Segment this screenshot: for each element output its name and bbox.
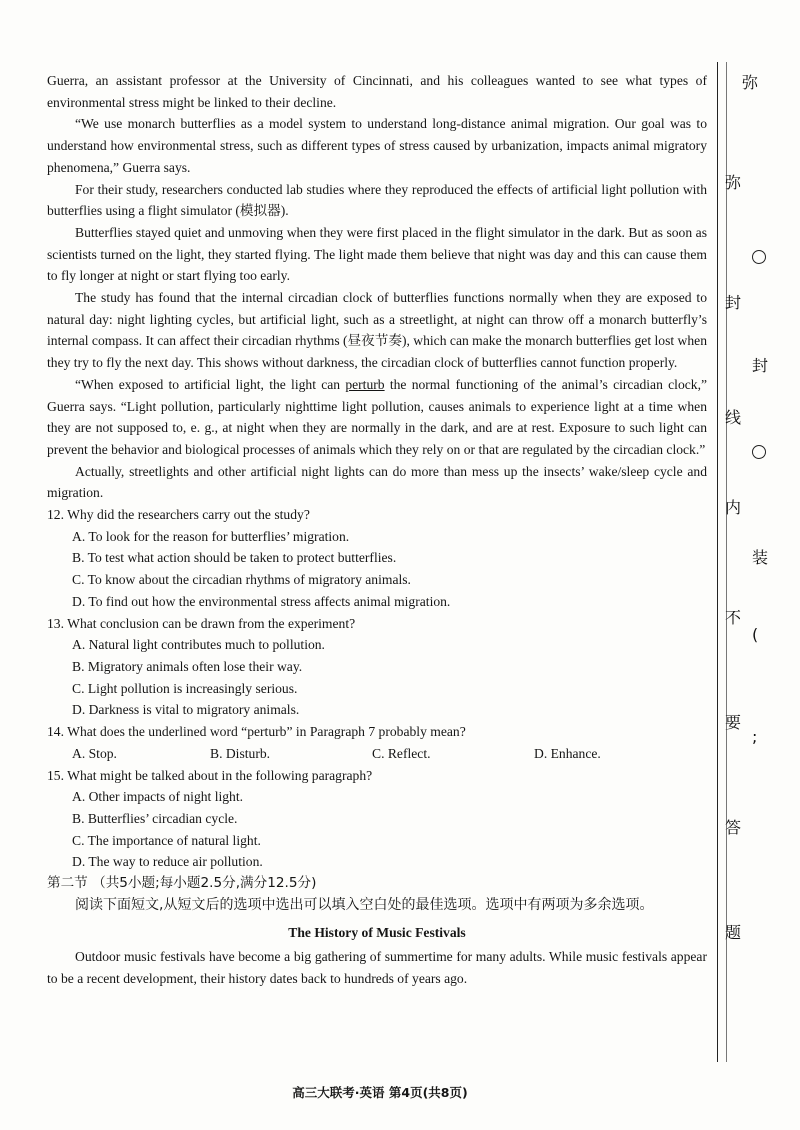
question-12-option-b: B. To test what action should be taken to protect butterflies.	[72, 550, 397, 566]
paragraph-7	[47, 374, 707, 461]
question-13-option-b: B. Migratory animals often lose their way.	[72, 658, 303, 674]
question-12-stem: 12. Why did the researchers carry out the study?	[47, 507, 310, 523]
question-15-option-c: C. The importance of natural light.	[72, 832, 261, 848]
question-14-option-d: D. Enhance.	[534, 745, 601, 761]
paragraph-4: Butterflies stayed quiet and unmoving when they were first placed in the flight simulator in the dark. But as soon as scientists turned on the light, they started flying. The light made them believe that night was day and this can cause them to fly longer at night or start flying too early.	[47, 224, 707, 284]
binding-line-thin	[726, 62, 727, 1062]
section-2-instruction: 阅读下面短文,从短文后的选项中选出可以填入空白处的最佳选项。选项中有两项为多余选项。	[75, 896, 654, 913]
paragraph-7-end: the normal functioning of the animal’s circadian clock,” Guerra says. “Light pollution, particularly nighttime light pollution, causes animals to experience light at a time when they are not supposed to, e. g., at night when they are normally in the dark, and are at rest. Exposure to such light can prevent the behavior and biological processes of animals which they rely on or that are regulated by the circadian clock.”	[47, 376, 707, 457]
paragraph-1: Guerra, an assistant professor at the University of Cincinnati, and his colleagues wanted to see what types of environmental stress might be linked to their decline.	[47, 73, 707, 110]
paragraph-7-start: “When exposed to artificial light, the light can	[75, 376, 346, 392]
question-15-stem: 15. What might be talked about in the following paragraph?	[47, 767, 373, 783]
question-13-option-a: A. Natural light contributes much to pollution.	[72, 637, 325, 653]
question-15-option-b: B. Butterflies’ circadian cycle.	[72, 810, 238, 826]
paragraph-2: “We use monarch butterflies as a model system to understand long-distance animal migration. Our goal was to understand how environmental stress, such as different types of stress caused by urbanization, impacts animal migratory phenomena,” Guerra says.	[47, 116, 707, 175]
margin-circle-1	[752, 250, 766, 264]
question-14-option-a: A. Stop.	[72, 745, 117, 761]
question-14-option-c: C. Reflect.	[372, 745, 431, 761]
question-15-option-d: D. The way to reduce air pollution.	[72, 854, 263, 870]
question-13-option-d: D. Darkness is vital to migratory animals.	[72, 702, 300, 718]
page-footer: 高三大联考·英语 第4页(共8页)	[292, 1085, 468, 1100]
margin-char-11: ;	[752, 727, 758, 746]
paragraph-8: Actually, streetlights and other artificial night lights can do more than mess up the insects’ wake/sleep cycle and migration.	[47, 463, 707, 501]
paragraph-3: For their study, researchers conducted lab studies where they reproduced the effects of artificial light pollution with butterflies using a flight simulator (模拟器).	[47, 181, 707, 219]
section-2-heading: 第二节 （共5小题;每小题2.5分,满分12.5分)	[47, 875, 317, 892]
question-12-option-d: D. To find out how the environmental stress affects animal migration.	[72, 593, 451, 609]
margin-char-1: 弥	[742, 73, 759, 92]
question-15-option-a: A. Other impacts of night light.	[72, 789, 244, 805]
passage-paragraph-1: Outdoor music festivals have become a big gathering of summertime for many adults. While music festivals appear to be a recent development, their history dates back to hundreds of years ago.	[47, 949, 707, 986]
question-14-stem: 14. What does the underlined word “perturb” in Paragraph 7 probably mean?	[47, 724, 466, 740]
margin-char-3: 封	[725, 293, 742, 312]
page-content	[47, 70, 707, 990]
margin-char-2: 弥	[725, 173, 742, 192]
margin-char-9: (	[752, 625, 759, 644]
question-13-option-c: C. Light pollution is increasingly serious.	[72, 680, 298, 696]
margin-circle-2	[752, 445, 766, 459]
margin-char-8: 不	[725, 608, 742, 627]
margin-char-6: 内	[725, 498, 742, 517]
underlined-word: perturb	[345, 376, 385, 392]
margin-char-13: 题	[725, 923, 742, 942]
binding-line	[717, 62, 718, 1062]
question-12-option-c: C. To know about the circadian rhythms of migratory animals.	[72, 572, 411, 588]
question-12-option-a: A. To look for the reason for butterflies’ migration.	[72, 528, 350, 544]
margin-char-12: 答	[725, 818, 742, 837]
question-14-options	[47, 743, 707, 765]
question-14-option-b: B. Disturb.	[210, 745, 271, 761]
paragraph-5: The study has found that the internal circadian clock of butterflies functions normally when they are exposed to natural day: night lighting cycles, but artificial light, such as a streetlight, at night can throw off a monarch butterfly’s internal compass. It can affect their circadian rhythms (昼夜节奏), which can make the monarch butterflies get lost when they try to fly the next day. This shows without darkness, the circadian clock of butterflies cannot function properly.	[47, 290, 707, 371]
passage-title: The History of Music Festivals	[288, 925, 466, 941]
margin-char-5: 线	[725, 408, 742, 427]
margin-char-10: 要	[725, 713, 742, 732]
margin-char-7: 装	[752, 548, 769, 567]
question-13-stem: 13. What conclusion can be drawn from the experiment?	[47, 615, 356, 631]
margin-char-4: 封	[752, 356, 769, 375]
